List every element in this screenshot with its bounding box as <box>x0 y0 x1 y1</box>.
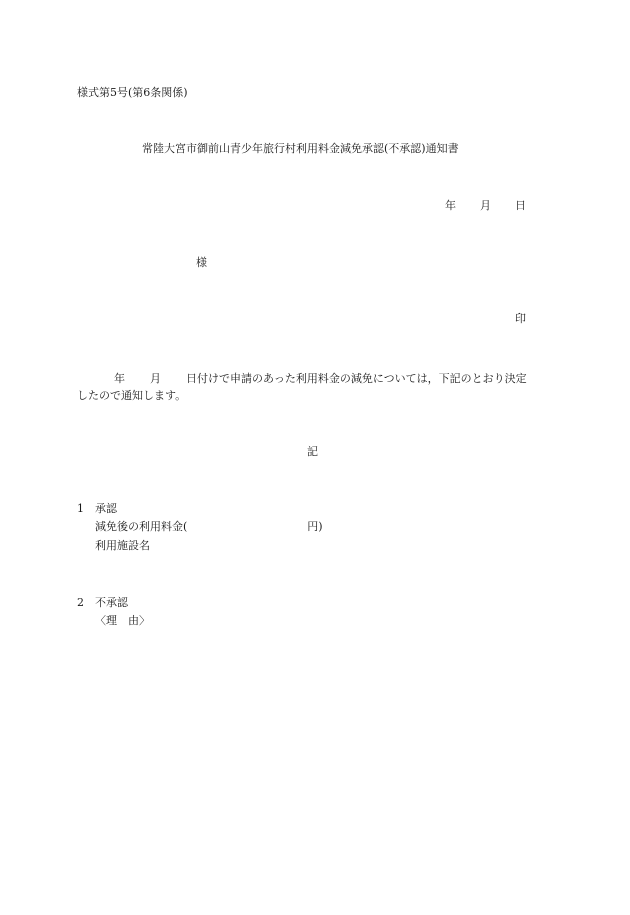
section1-fee-line <box>95 521 323 532</box>
section1-heading <box>77 503 117 514</box>
body-text-line2: したので通知します。 <box>77 389 187 402</box>
fee-unit: 円) <box>307 520 323 533</box>
section2-heading <box>77 597 128 608</box>
section1-title: 承認 <box>95 502 117 515</box>
date-month-label: 月 <box>480 199 491 212</box>
seal-mark: 印 <box>515 312 526 325</box>
facility-label: 利用施設名 <box>95 539 150 552</box>
date-day-label: 日 <box>515 199 526 212</box>
section2-number: 2 <box>77 596 84 609</box>
body-text-line1: 日付けで申請のあった利用料金の減免については，下記のとおり決定 <box>186 372 527 385</box>
body-year-label: 年 <box>114 372 125 385</box>
body-paragraph <box>77 370 552 404</box>
section1-number: 1 <box>77 502 84 515</box>
body-month-label: 月 <box>150 372 161 385</box>
ki-heading: 記 <box>307 445 318 458</box>
reason-label: 〈理 由〉 <box>95 614 150 627</box>
addressee-suffix: 様 <box>196 256 207 269</box>
section2-title: 不承認 <box>95 596 128 609</box>
form-number: 様式第5号(第6条関係) <box>77 86 188 99</box>
date-year-label: 年 <box>445 199 456 212</box>
fee-label: 減免後の利用料金( <box>95 520 188 533</box>
document-title: 常陸大宮市御前山青少年旅行村利用料金減免承認(不承認)通知書 <box>142 142 459 155</box>
